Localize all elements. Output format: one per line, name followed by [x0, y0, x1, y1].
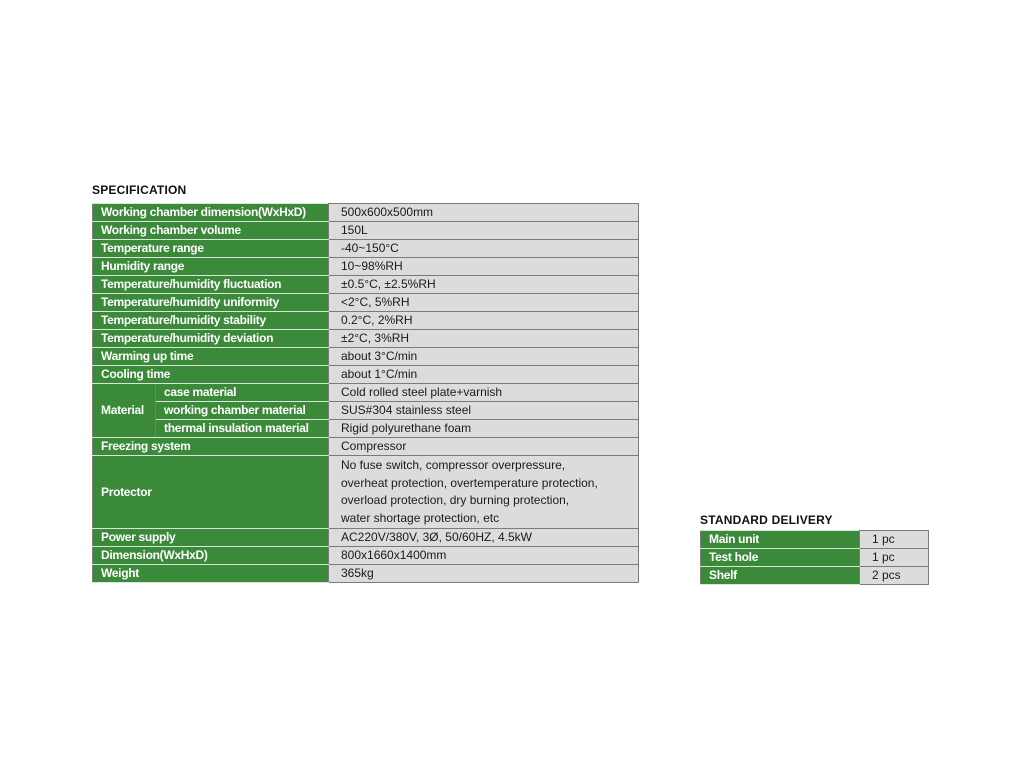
- protector-line: water shortage protection, etc: [341, 510, 500, 525]
- delivery-value: 2 pcs: [860, 567, 929, 585]
- table-row: [701, 531, 929, 549]
- table-row: [93, 312, 639, 330]
- table-row: [93, 240, 639, 258]
- table-row: [93, 330, 639, 348]
- table-row: [701, 567, 929, 585]
- table-row: [701, 549, 929, 567]
- spec-label: Temperature range: [93, 240, 329, 258]
- spec-label: Warming up time: [93, 348, 329, 366]
- table-row: [93, 456, 639, 529]
- material-sublabel: thermal insulation material: [156, 420, 329, 438]
- table-row: [93, 294, 639, 312]
- delivery-label: Shelf: [701, 567, 860, 585]
- spec-value: 10~98%RH: [329, 258, 639, 276]
- spec-value: AC220V/380V, 3Ø, 50/60HZ, 4.5kW: [329, 529, 639, 547]
- spec-label: Power supply: [93, 529, 329, 547]
- protector-line: overload protection, dry burning protection,: [341, 493, 570, 507]
- table-row: [93, 204, 639, 222]
- spec-value: 365kg: [329, 565, 639, 583]
- protector-label: Protector: [93, 456, 329, 529]
- spec-value: about 3°C/min: [329, 348, 639, 366]
- spec-label: Temperature/humidity uniformity: [93, 294, 329, 312]
- material-sublabel: case material: [156, 384, 329, 402]
- spec-value: 150L: [329, 222, 639, 240]
- spec-value: ±0.5°C, ±2.5%RH: [329, 276, 639, 294]
- spec-label: Working chamber volume: [93, 222, 329, 240]
- table-row: [93, 348, 639, 366]
- spec-value: <2°C, 5%RH: [329, 294, 639, 312]
- spec-label: Temperature/humidity stability: [93, 312, 329, 330]
- delivery-value: 1 pc: [860, 531, 929, 549]
- spec-value: Cold rolled steel plate+varnish: [329, 384, 639, 402]
- table-row: [93, 547, 639, 565]
- spec-label: Dimension(WxHxD): [93, 547, 329, 565]
- spec-label: Cooling time: [93, 366, 329, 384]
- spec-value: ±2°C, 3%RH: [329, 330, 639, 348]
- spec-label: Temperature/humidity fluctuation: [93, 276, 329, 294]
- table-row: [93, 366, 639, 384]
- table-row: [93, 258, 639, 276]
- spec-value: 500x600x500mm: [329, 204, 639, 222]
- spec-value: 800x1660x1400mm: [329, 547, 639, 565]
- protector-line: overheat protection, overtemperature protection,: [341, 475, 598, 490]
- spec-value: Rigid polyurethane foam: [329, 420, 639, 438]
- delivery-label: Main unit: [701, 531, 860, 549]
- material-sublabel: working chamber material: [156, 402, 329, 420]
- standard-delivery-heading: STANDARD DELIVERY: [700, 513, 833, 527]
- protector-line: No fuse switch, compressor overpressure,: [341, 458, 566, 472]
- spec-label: Working chamber dimension(WxHxD): [93, 204, 329, 222]
- specification-table: [92, 203, 639, 583]
- spec-value: SUS#304 stainless steel: [329, 402, 639, 420]
- standard-delivery-table: [700, 530, 929, 585]
- table-row: [93, 276, 639, 294]
- spec-label: Freezing system: [93, 438, 329, 456]
- table-row: [93, 222, 639, 240]
- spec-value: 0.2°C, 2%RH: [329, 312, 639, 330]
- specification-heading: SPECIFICATION: [92, 183, 187, 197]
- spec-label: Weight: [93, 565, 329, 583]
- delivery-label: Test hole: [701, 549, 860, 567]
- table-row: [93, 402, 639, 420]
- spec-value: -40~150°C: [329, 240, 639, 258]
- material-label: Material: [93, 384, 156, 438]
- spec-label: Humidity range: [93, 258, 329, 276]
- delivery-value: 1 pc: [860, 549, 929, 567]
- spec-label: Temperature/humidity deviation: [93, 330, 329, 348]
- table-row: [93, 529, 639, 547]
- spec-value: Compressor: [329, 438, 639, 456]
- spec-value: about 1°C/min: [329, 366, 639, 384]
- table-row: [93, 565, 639, 583]
- table-row: [93, 384, 639, 402]
- table-row: [93, 420, 639, 438]
- table-row: [93, 438, 639, 456]
- protector-value: [329, 456, 639, 529]
